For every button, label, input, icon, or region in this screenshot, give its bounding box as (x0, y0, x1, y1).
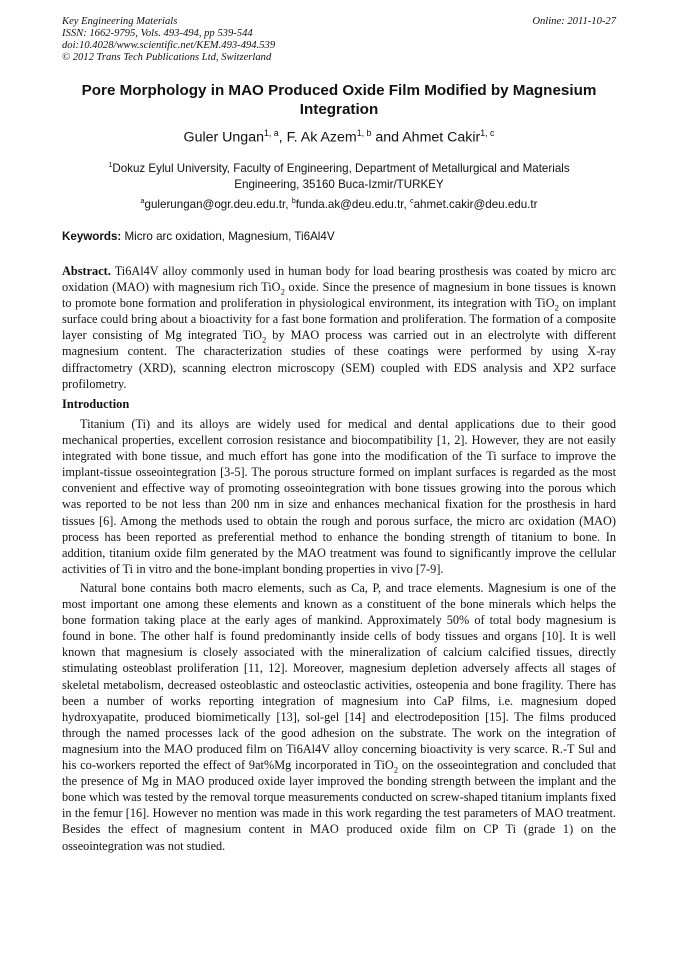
abstract-paragraph (62, 263, 616, 392)
doi-line: doi:10.4028/www.scientific.net/KEM.493-494.539 (62, 40, 276, 51)
email-line (62, 193, 616, 213)
paper-title: Pore Morphology in MAO Produced Oxide Film Modified by Magnesium Integration (81, 82, 597, 118)
copyright-line: © 2012 Trans Tech Publications Ltd, Switzerland (62, 52, 272, 63)
abstract-text: Ti6Al4V alloy commonly used in human body for load bearing prosthesis was coated by micro arc oxidation (MAO) with magnesium rich TiO (62, 264, 616, 295)
issn-line: ISSN: 1662-9795, Vols. 493-494, pp 539-544 (62, 28, 253, 39)
author-superscript: 1, a (263, 128, 279, 138)
author-separator: and (371, 129, 403, 146)
subscript: 2 (393, 764, 399, 775)
email-separator: , (285, 197, 292, 211)
author-name: F. Ak Azem (286, 129, 357, 146)
section-heading-introduction: Introduction (62, 397, 130, 411)
affiliation-line-2: Engineering, 35160 Buca-Izmir/TURKEY (234, 177, 444, 191)
author-superscript: 1, b (356, 128, 372, 138)
email-link[interactable]: funda.ak@deu.edu.tr (295, 197, 404, 211)
email-superscript: a (140, 195, 145, 205)
email-separator: , (403, 197, 410, 211)
online-date: Online: 2011-10-27 (532, 16, 616, 27)
subscript: 2 (554, 302, 559, 313)
author-list (62, 124, 616, 147)
email-superscript: c (409, 195, 414, 205)
email-superscript: b (291, 195, 296, 205)
paragraph-text: on the osseointegration and concluded that the presence of Mg in MAO produced oxide layer improved the bonding strength between the implant and the bone which was tested by the removal torque measurements conducted on screw-shaped titanium implants fixed in the femur [16]. However no mention was made in this work regarding the test parameters of MAO treatment. Besides the effect of magnesium content in MAO produced oxide film on CP Ti (grade 1) on the osseointegration was not studied. (62, 758, 616, 853)
author-separator: , (278, 129, 287, 146)
author-name: Ahmet Cakir (402, 129, 481, 146)
intro-paragraph-1: Titanium (Ti) and its alloys are widely used for medical and dental applications due to their good mechanical properties, excellent corrosion resistance and biocompatibility [1, 2]. However, they are not easily integrated with bone tissue, and much effort has gone into the modification of the Ti surface to improve the implant-tissue osseointegration [3-5]. The porous structure formed on implant surfaces is regarded as the most convenient and effective way of promoting osseointegration with bone tissues growing into the porous which was reported to be not less than 200 nm in size and enhances mechanical fixation for the prosthesis in hard tissues [6]. Among the methods used to obtain the rough and porous surface, the micro arc oxidation (MAO) process has been reported as preferential method to enhance the bonding strength of titanium to bone. In addition, titanium oxide film generated by the MAO treatment was found to significantly improve the cellular activities of Ti in vitro and the bone-implant bonding properties in vivo [7-9]. (62, 417, 616, 576)
affiliation-block (62, 157, 616, 213)
paragraph-text: Natural bone contains both macro elements, such as Ca, P, and trace elements. Magnesium is one of the most important one among these elements and known as a constituent of the bone minerals which helps the bone formation taking place at the early ages of mankind. Approximately 50% of total body magnesium is found in bone. The other half is found predominantly inside cells of body tissues and organs [10]. It is well known that magnesium is closely associated with the mineralization of calcium calcified tissues, directly stimulating osteoblast proliferation [11, 12]. Moreover, magnesium depletion adversely affects all stages of skeletal metabolism, decreased osteoblastic and osteoclastic activities, osteopenia and bone fragility. There has been a number of works reporting integration of magnesium into CaP films, i.e. magnesium doped hydroxyapatite, produced biomimetically [13], sol-gel [14] and electrodeposition [15]. The films produced through the named processes lack of the good adhesion on the substrate. The work on the integration of magnesium into the MAO produced film on Ti6Al4V alloy concerning bioactivity is very scarce. R.-T Sul and his co-workers reported the effect of 9at%Mg incorporated in TiO (62, 581, 616, 773)
journal-name: Key Engineering Materials (62, 16, 178, 27)
keywords-text: Micro arc oxidation, Magnesium, Ti6Al4V (121, 230, 335, 243)
affiliation-line-1 (62, 157, 616, 177)
journal-header (62, 16, 616, 64)
email-link[interactable]: ahmet.cakir@deu.edu.tr (413, 197, 538, 211)
affiliation-superscript: 1 (108, 160, 113, 169)
affiliation-text: Dokuz Eylul University, Faculty of Engineering, Department of Metallurgical and Materials (112, 161, 570, 175)
keywords-label: Keywords: (62, 230, 122, 243)
email-link[interactable]: gulerungan@ogr.deu.edu.tr (144, 197, 286, 211)
abstract-text: oxide. Since the presence of magnesium in bone tissues is known to promote bone formation and proliferation in physiological environment, its integration with TiO (62, 280, 616, 311)
abstract-label: Abstract. (62, 264, 111, 278)
abstract-text: on implant surface could bring about a bioactivity for a fast bone formation and proliferation. The formation of a composite layer consisting of Mg integrated TiO (62, 296, 617, 343)
intro-paragraph-2 (62, 580, 616, 854)
author-name: Guler Ungan (183, 129, 264, 146)
subscript: 2 (280, 286, 285, 297)
abstract-text: by MAO process was carried out in an electrolyte with different magnesium content. The characterization studies of these coatings were performed by using X-ray diffractometry (XRD), scanning electron microscopy (SEM) coupled with EDS analysis and XP2 surface profilometry. (62, 328, 617, 391)
subscript: 2 (262, 334, 267, 345)
keywords-line (62, 229, 616, 244)
author-superscript: 1, c (480, 128, 495, 138)
